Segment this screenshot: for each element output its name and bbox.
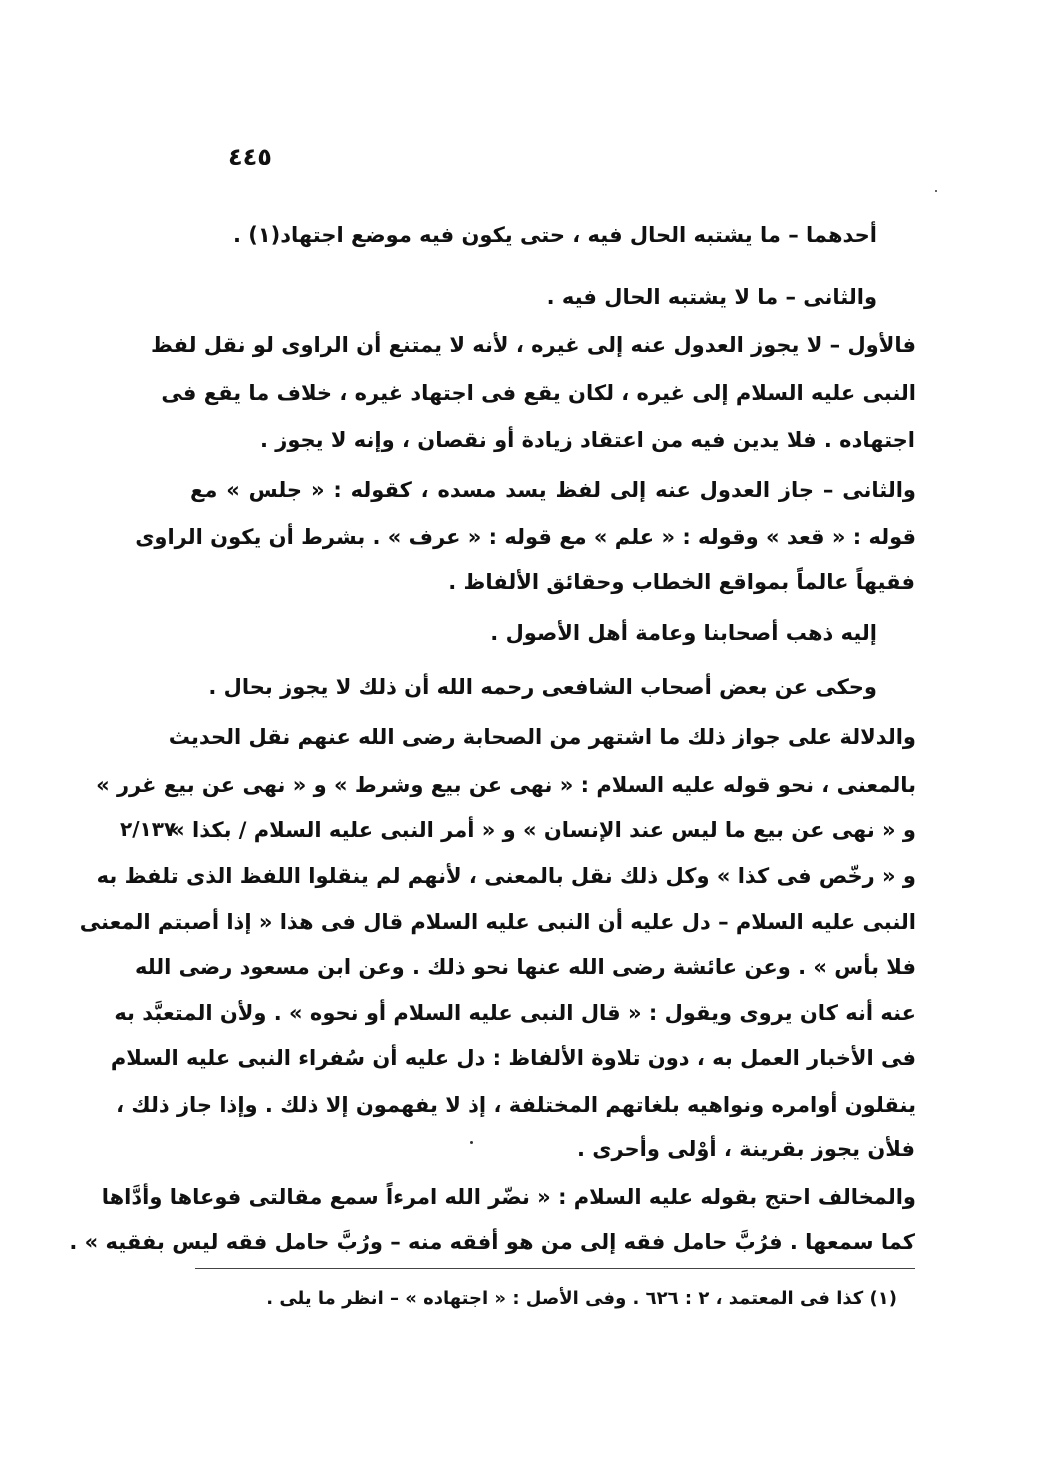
text-line: والمخالف احتج بقوله عليه السلام : « نضّر الله امرءاً سمع مقالتى فوعاها وأدَّاها <box>101 1185 916 1209</box>
text-line: إليه ذهب أصحابنا وعامة أهل الأصول . <box>490 621 877 645</box>
text-line: اجتهاده . فلا يدين فيه من اعتقاد زيادة أو نقصان ، وإنه لا يجوز . <box>259 428 915 452</box>
text-line: بالمعنى ، نحو قوله عليه السلام : « نهى عن بيع وشرط » و « نهى عن بيع غرر » <box>96 773 916 797</box>
text-line: والثانى – جاز العدول عنه إلى لفظ يسد مسده ، كقوله : « جلس » مع <box>190 478 916 502</box>
text-line: وحكى عن بعض أصحاب الشافعى رحمه الله أن ذلك لا يجوز بحال . <box>208 675 877 699</box>
text-line: ينقلون أوامره ونواهيه بلغاتهم المختلفة ، إذ لا يفهمون إلا ذلك . وإذا جاز ذلك ، <box>116 1093 916 1117</box>
text-line: عنه أنه كان يروى ويقول : « قال النبى عليه السلام أو نحوه » . ولأن المتعبَّد به <box>114 1001 916 1025</box>
print-speck <box>470 1141 473 1144</box>
print-speck <box>935 190 937 192</box>
text-line: والدلالة على جواز ذلك ما اشتهر من الصحابة رضى الله عنهم نقل الحديث <box>168 725 916 749</box>
text-line: فالأول – لا يجوز العدول عنه إلى غيره ، لأنه لا يمتنع أن الراوى لو نقل لفظ <box>150 333 916 357</box>
text-line: فى الأخبار العمل به ، دون تلاوة الألفاظ : دل عليه أن سُفراء النبى عليه السلام <box>110 1046 916 1070</box>
page-number: ٤٤٥ <box>228 143 272 171</box>
footnote: (١) كذا فى المعتمد ، ٢ : ٦٢٦ . وفى الأصل : « اجتهاده » – انظر ما يلى . <box>266 1288 897 1309</box>
text-line: فلا بأس » . وعن عائشة رضى الله عنها نحو ذلك . وعن ابن مسعود رضى الله <box>134 955 916 979</box>
text-line: و « رخّص فى كذا » وكل ذلك نقل بالمعنى ، لأنهم لم ينقلوا اللفظ الذى تلفظ به <box>96 864 916 888</box>
text-line: فقيهاً عالماً بمواقع الخطاب وحقائق الألفاظ . <box>448 570 915 594</box>
text-line: أحدهما – ما يشتبه الحال فيه ، حتى يكون فيه موضع اجتهاد(١) . <box>232 223 877 247</box>
text-line: والثانى – ما لا يشتبه الحال فيه . <box>546 285 877 309</box>
text-line: فلأن يجوز بقرينة ، أوْلى وأحرى . <box>576 1137 915 1161</box>
text-line: و « نهى عن بيع ما ليس عند الإنسان » و « أمر النبى عليه السلام / بكذا » <box>171 818 916 842</box>
text-line: كما سمعها . فرُبَّ حامل فقه إلى من هو أفقه منه – ورُبَّ حامل فقه ليس بفقيه » . <box>69 1230 915 1254</box>
text-line: النبى عليه السلام إلى غيره ، لكان يقع فى اجتهاد غيره ، خلاف ما يقع فى <box>161 381 916 405</box>
footnote-divider <box>195 1268 915 1269</box>
margin-reference: ٢/١٣٧ <box>120 817 177 841</box>
text-line: قوله : « قعد » وقوله : « علم » مع قوله : « عرف » . بشرط أن يكون الراوى <box>135 525 916 549</box>
text-line: النبى عليه السلام – دل عليه أن النبى عليه السلام قال فى هذا « إذا أصبتم المعنى <box>79 910 916 934</box>
